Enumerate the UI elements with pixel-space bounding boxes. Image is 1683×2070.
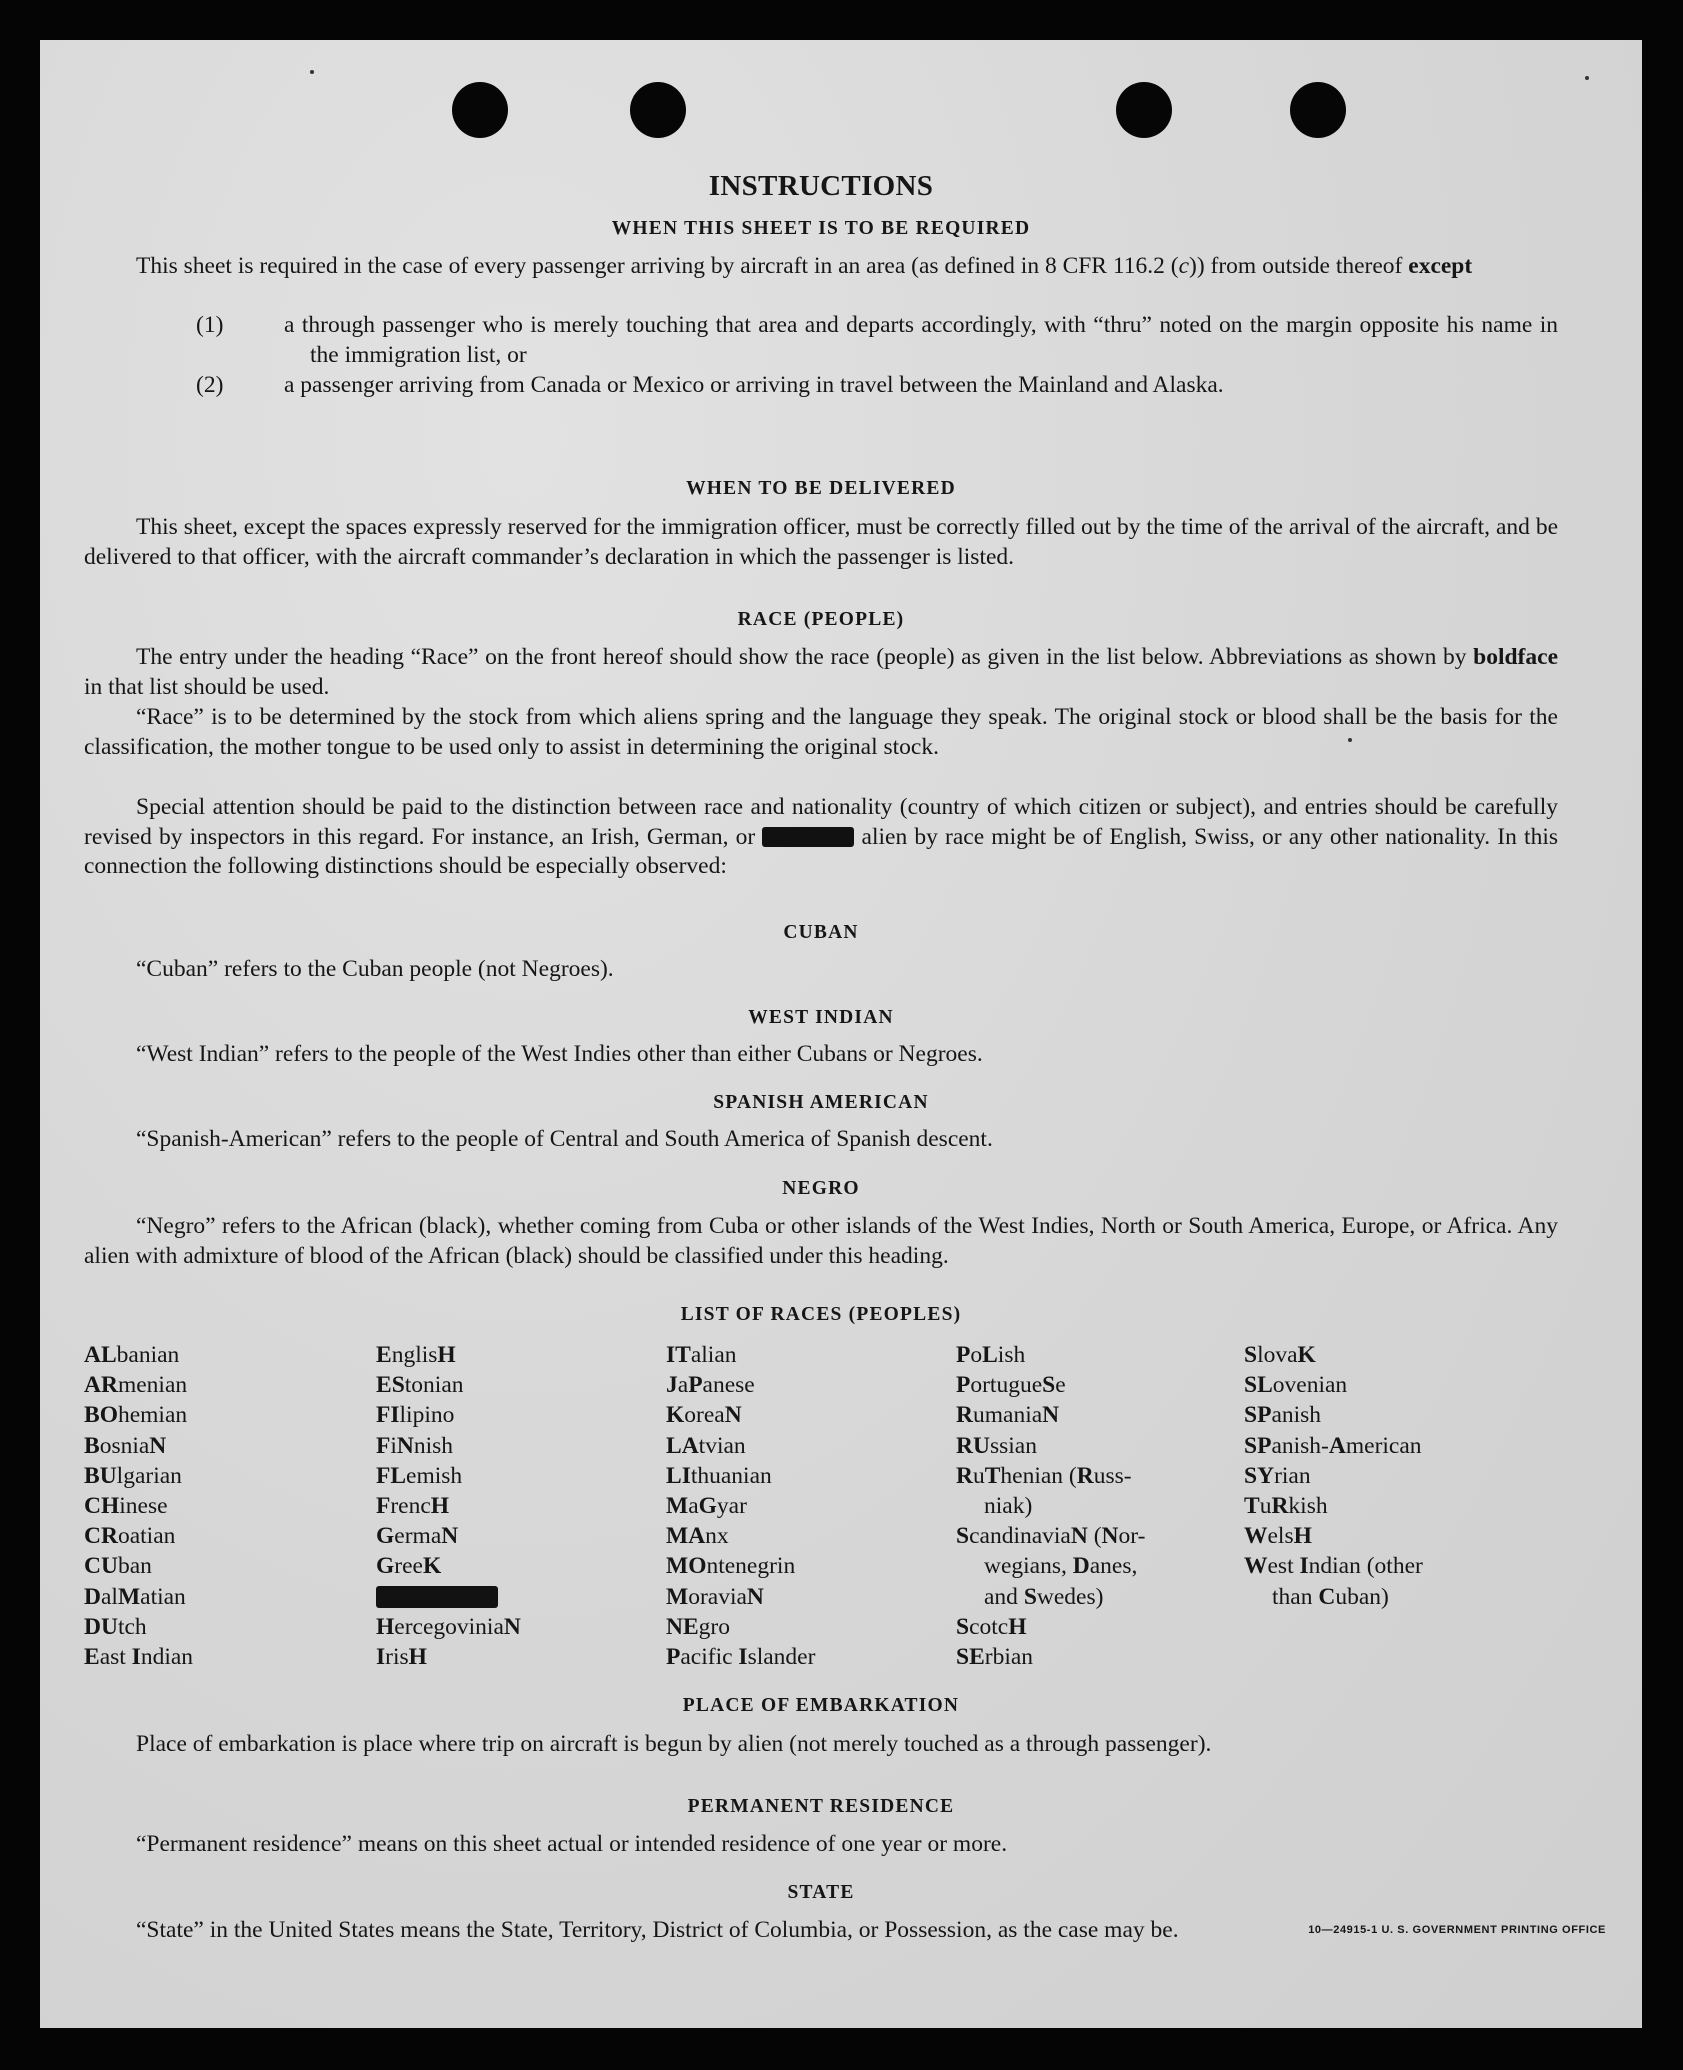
paragraph-cuban: “Cuban” refers to the Cuban people (not Negroes). [136, 956, 614, 982]
races-list [84, 1340, 1558, 1680]
race-entry-redacted [376, 1582, 521, 1612]
race-entry: RuThenian (Russ- [956, 1462, 1132, 1489]
speck [310, 70, 314, 74]
punch-hole-4 [1290, 82, 1346, 138]
race-entry: EStonian [376, 1372, 464, 1399]
redaction-mark [376, 1586, 498, 1608]
heading-when-delivered: WHEN TO BE DELIVERED [686, 478, 956, 499]
paragraph-state: “State” in the United States means the State, Territory, District of Columbia, or Possession, as the case may be. [136, 1917, 1179, 1943]
race-entry: DalMatian [84, 1583, 186, 1610]
race-entry: ALbanian [84, 1342, 180, 1368]
race-entry: CHinese [84, 1493, 168, 1520]
race-entry: PoLish [956, 1342, 1026, 1368]
paragraph-race-3: Special attention should be paid to the distinction between race and nationality (country of which citizen or subject), and entries should be carefully revised by inspectors in this regard. For instance, an Irish, German, or alien by race might be of English, Swiss, or any other nationality. In this connection the following distinctions should be especially observed: [84, 794, 1558, 879]
paragraph-spanish-american: “Spanish-American” refers to the people of Central and South America of Spanish descent. [136, 1126, 993, 1152]
heading-when-required: WHEN THIS SHEET IS TO BE REQUIRED [611, 218, 1031, 239]
race-entry: SErbian [956, 1644, 1034, 1671]
race-entry: IrisH [376, 1644, 427, 1671]
race-entry: BUlgarian [84, 1462, 182, 1489]
races-column-3 [666, 1340, 815, 1672]
paragraph-race-1: The entry under the heading “Race” on the front hereof should show the race (people) as given in the list below. Abbreviations as shown by boldface in that list should be used. [84, 644, 1558, 700]
punch-hole-3 [1116, 82, 1172, 138]
heading-state: STATE [787, 1882, 855, 1903]
race-entry: MaGyar [666, 1493, 747, 1520]
race-entry: HercegoviniaN [376, 1613, 521, 1640]
item-text: a through passenger who is merely touching that area and departs accordingly, with “thru” noted on the margin opposite his name in the immigration list, or [284, 312, 1558, 368]
item-text: a passenger arriving from Canada or Mexico or arriving in travel between the Mainland and Alaska. [284, 372, 1224, 398]
race-entry: SLovenian [1244, 1372, 1348, 1399]
redaction-mark [762, 827, 854, 847]
document-title: INSTRUCTIONS [708, 170, 934, 202]
race-entry-continued: wegians, Danes, [984, 1553, 1138, 1580]
race-entry: FIlipino [376, 1402, 455, 1429]
race-entry: LIthuanian [666, 1462, 772, 1489]
item-number: (2) [196, 372, 224, 398]
race-entry: SlovaK [1244, 1342, 1316, 1368]
race-entry: ARmenian [84, 1372, 188, 1399]
race-entry-continued: and Swedes) [984, 1583, 1104, 1610]
race-entry: SYrian [1244, 1462, 1311, 1489]
race-entry: BosniaN [84, 1432, 167, 1459]
races-column-1 [84, 1340, 193, 1672]
paragraph-residence: “Permanent residence” means on this sheet actual or intended residence of one year or more. [136, 1831, 1008, 1857]
printing-office-code: 10—24915-1 U. S. GOVERNMENT PRINTING OFFICE [1308, 1924, 1606, 1936]
race-entry: PortugueSe [956, 1372, 1066, 1399]
race-entry: SPanish-American [1244, 1432, 1422, 1459]
race-entry: SPanish [1244, 1402, 1322, 1429]
race-entry: NEgro [666, 1613, 730, 1640]
paragraph-embarkation: Place of embarkation is place where trip on aircraft is begun by alien (not merely touched as a through passenger). [136, 1731, 1212, 1757]
race-entry: FrencH [376, 1493, 450, 1520]
heading-race: RACE (PEOPLE) [737, 609, 905, 630]
race-entry: WelsH [1244, 1523, 1312, 1550]
race-entry: TuRkish [1244, 1493, 1328, 1520]
paragraph-race-2: “Race” is to be determined by the stock from which aliens spring and the language they speak. The original stock or blood shall be the basis for the classification, the mother tongue to be used only to assist in determining the original stock. [84, 704, 1558, 760]
race-entry: RUssian [956, 1432, 1037, 1459]
paragraph-delivered: This sheet, except the spaces expressly reserved for the immigration officer, must be correctly filled out by the time of the arrival of the aircraft, and be delivered to that officer, with the aircraft commander’s declaration in which the passenger is listed. [84, 514, 1558, 570]
item-number: (1) [196, 312, 224, 338]
paragraph-required-intro: This sheet is required in the case of every passenger arriving by aircraft in an area (as defined in 8 CFR 116.2 (c)) from outside thereof except [136, 253, 1473, 279]
races-column-5 [1244, 1340, 1423, 1612]
race-entry: West Indian (other [1244, 1553, 1423, 1580]
race-entry: Pacific Islander [666, 1644, 816, 1671]
heading-cuban: CUBAN [783, 922, 859, 943]
punch-hole-1 [452, 82, 508, 138]
paragraph-west-indian: “West Indian” refers to the people of the West Indies other than either Cubans or Negroes. [136, 1041, 983, 1067]
race-entry: FiNnish [376, 1432, 454, 1459]
race-entry: MAnx [666, 1523, 729, 1550]
race-entry: GreeK [376, 1553, 442, 1580]
race-entry-continued: than Cuban) [1272, 1583, 1389, 1610]
speck [1585, 76, 1589, 80]
race-entry: DUtch [84, 1613, 147, 1640]
race-entry: MoraviaN [666, 1583, 764, 1610]
heading-permanent-residence: PERMANENT RESIDENCE [687, 1796, 955, 1817]
race-entry-continued: niak) [984, 1493, 1033, 1520]
race-entry: GermaN [376, 1523, 459, 1550]
heading-spanish-american: SPANISH AMERICAN [713, 1092, 929, 1113]
race-entry: JaPanese [666, 1372, 755, 1399]
document-sheet [40, 40, 1642, 2028]
race-entry: CUban [84, 1553, 152, 1580]
race-entry: BOhemian [84, 1402, 188, 1429]
race-entry: MOntenegrin [666, 1553, 796, 1580]
heading-negro: NEGRO [782, 1178, 860, 1199]
race-entry: KoreaN [666, 1402, 742, 1429]
heading-list-of-races: LIST OF RACES (PEOPLES) [680, 1304, 962, 1325]
races-column-2 [376, 1340, 521, 1672]
heading-place-of-embarkation: PLACE OF EMBARKATION [682, 1695, 960, 1716]
race-entry: LAtvian [666, 1432, 746, 1459]
races-column-4 [956, 1340, 1145, 1672]
race-entry: CRoatian [84, 1523, 176, 1550]
race-entry: East Indian [84, 1644, 194, 1671]
race-entry: ScandinaviaN (Nor- [956, 1523, 1146, 1550]
race-entry: EnglisH [376, 1342, 456, 1368]
race-entry: ScotcH [956, 1613, 1027, 1640]
heading-west-indian: WEST INDIAN [748, 1007, 894, 1028]
race-entry: FLemish [376, 1462, 463, 1489]
punch-hole-2 [630, 82, 686, 138]
race-entry: RumaniaN [956, 1402, 1060, 1429]
paragraph-negro: “Negro” refers to the African (black), whether coming from Cuba or other islands of the West Indies, North or South America, Europe, or Africa. Any alien with admixture of blood of the African (black) should be classified under this heading. [84, 1213, 1558, 1269]
race-entry: ITalian [666, 1342, 737, 1368]
